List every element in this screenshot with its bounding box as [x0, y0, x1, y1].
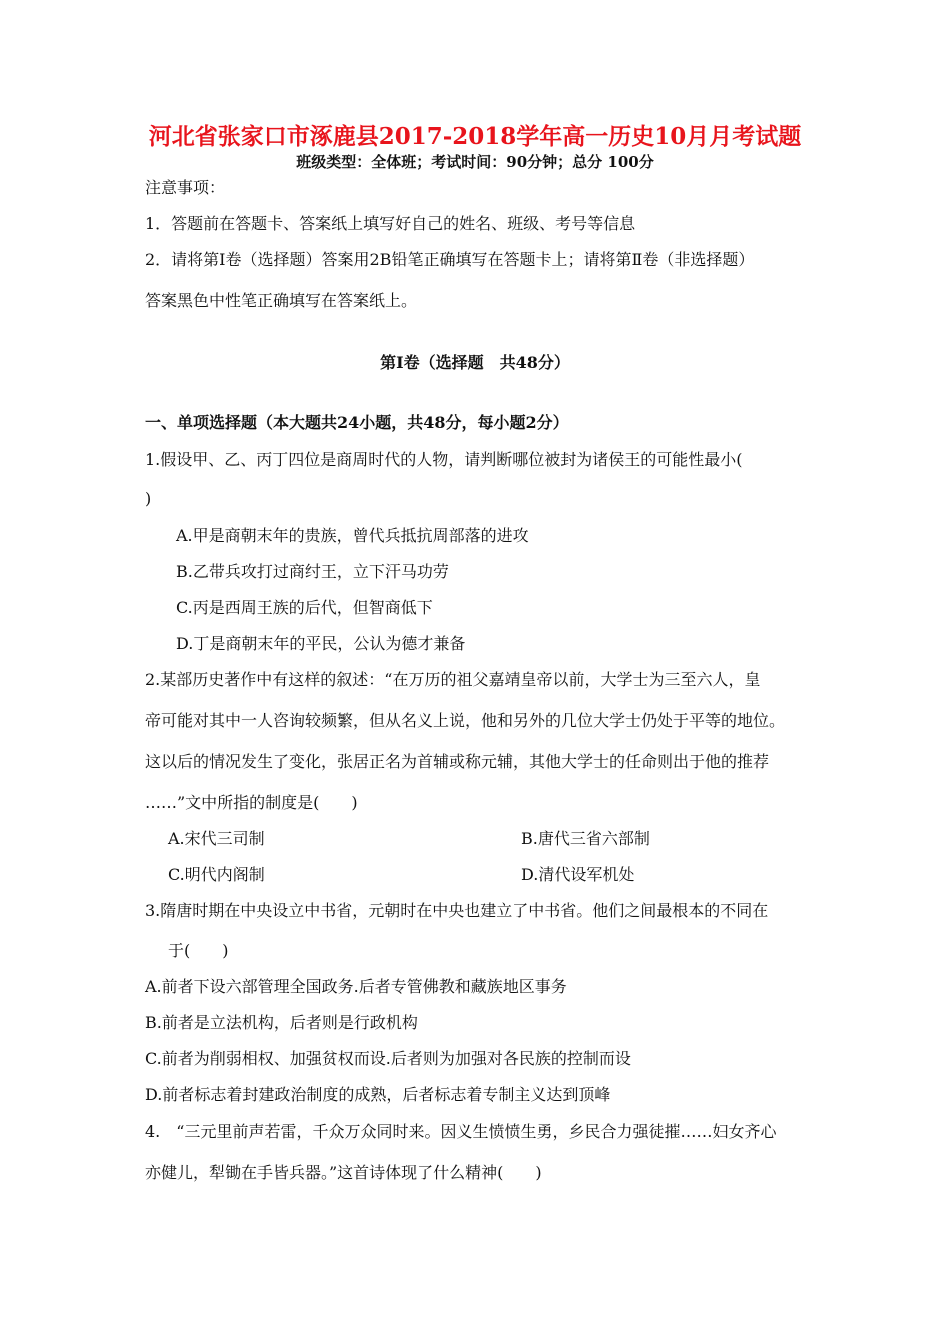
q2-stem-line-4: ……”文中所指的制度是( )	[145, 793, 358, 812]
q2-option-a: A.宋代三司制	[168, 829, 265, 848]
q1-stem-line-2: )	[145, 489, 152, 508]
q1-option-a: A.甲是商朝末年的贵族，曾代兵抵抗周部落的进攻	[176, 526, 529, 545]
q2-option-b: B.唐代三省六部制	[521, 829, 650, 848]
notes-item-2-line-2: 答案黑色中性笔正确填写在答案纸上。	[145, 291, 418, 310]
q1-option-d: D.丁是商朝末年的平民，公认为德才兼备	[176, 634, 466, 653]
q2-option-c: C.明代内阁制	[168, 865, 265, 884]
q4-stem-line-2: 亦健儿，犁锄在手皆兵器。”这首诗体现了什么精神( )	[145, 1163, 542, 1182]
q2-stem-line-1: 2.某部历史著作中有这样的叙述：“在万历的祖父嘉靖皇帝以前，大学士为三至六人，皇	[145, 670, 761, 689]
part-title: 一、单项选择题（本大题共24小题，共48分，每小题2分）	[145, 413, 569, 432]
notes-item-2-line-1: 2．请将第Ⅰ卷（选择题）答案用2B铅笔正确填写在答题卡上；请将第Ⅱ卷（非选择题）	[145, 250, 755, 269]
q3-stem-line-2: 于( )	[168, 941, 229, 960]
q2-stem-line-3: 这以后的情况发生了变化，张居正名为首辅或称元辅，其他大学士的任命则出于他的推荐	[145, 752, 770, 771]
exam-title: 河北省张家口市涿鹿县2017-2018学年高一历史10月月考试题	[148, 123, 802, 150]
exam-subtitle: 班级类型：全体班；考试时间：90分钟；总分 100分	[296, 153, 654, 171]
q3-option-a: A.前者下设六部管理全国政务.后者专管佛教和藏族地区事务	[145, 977, 567, 996]
q2-option-d: D.清代设军机处	[521, 865, 635, 884]
q3-option-d: D.前者标志着封建政治制度的成熟，后者标志着专制主义达到顶峰	[145, 1085, 611, 1104]
q1-option-b: B.乙带兵攻打过商纣王，立下汗马功劳	[176, 562, 449, 581]
section-title: 第Ⅰ卷（选择题 共48分）	[380, 353, 570, 372]
notes-heading: 注意事项：	[145, 178, 226, 197]
q3-option-c: C.前者为削弱相权、加强贫权而设.后者则为加强对各民族的控制而设	[145, 1049, 631, 1068]
q4-stem-line-1: 4. “三元里前声若雷，千众万众同时来。因义生愤愤生勇，乡民合力强徒摧……妇女齐心	[145, 1122, 777, 1141]
q3-stem-line-1: 3.隋唐时期在中央设立中书省，元朝时在中央也建立了中书省。他们之间最根本的不同在	[145, 901, 769, 920]
q1-option-c: C.丙是西周王族的后代，但智商低下	[176, 598, 433, 617]
q2-stem-line-2: 帝可能对其中一人咨询较频繁，但从名义上说，他和另外的几位大学士仍处于平等的地位。	[145, 711, 786, 730]
q1-stem-line-1: 1.假设甲、乙、丙丁四位是商周时代的人物，请判断哪位被封为诸侯王的可能性最小(	[145, 450, 743, 469]
q3-option-b: B.前者是立法机构，后者则是行政机构	[145, 1013, 418, 1032]
notes-item-1: 1．答题前在答题卡、答案纸上填写好自己的姓名、班级、考号等信息	[145, 214, 636, 233]
